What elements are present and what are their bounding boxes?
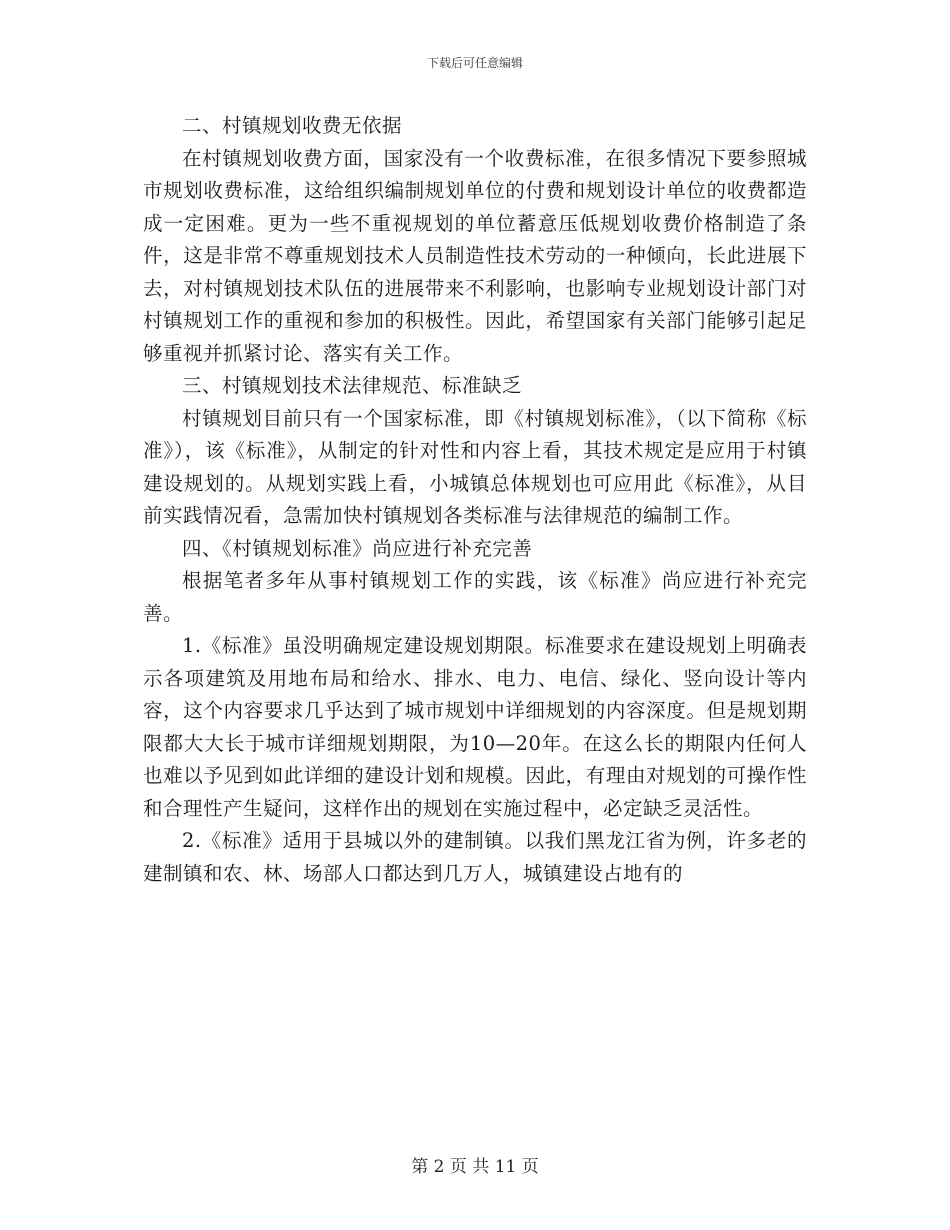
paragraph: 2.《标准》适用于县城以外的建制镇。以我们黑龙江省为例，许多老的建制镇和农、林、场部人口都达到几万人，城镇建设占地有的 [143,829,807,885]
section-heading: 三、村镇规划技术法律规范、标准缺乏 [182,374,523,397]
section-heading: 二、村镇规划收费无依据 [182,114,403,137]
document-body [143,110,807,890]
page-header: 下载后可任意编辑 [426,56,523,70]
page-footer: 第 2 页 共 11 页 [411,1157,539,1177]
paragraph: 村镇规划目前只有一个国家标准，即《村镇规划标准》，（以下简称《标准》），该《标准》，从制定的针对性和内容上看，其技术规定是应用于村镇建设规划的。从规划实践上看，小城镇总体规划也可应用此《标准》，从目前实践情况看，急需加快村镇规划各类标准与法律规范的编制工作。 [143,406,807,527]
paragraph: 根据笔者多年从事村镇规划工作的实践，该《标准》尚应进行补充完善。 [143,569,807,625]
section-heading: 四、《村镇规划标准》尚应进行补充完善 [182,536,533,560]
paragraph: 在村镇规划收费方面，国家没有一个收费标准，在很多情况下要参照城市规划收费标准，这给组织编制规划单位的付费和规划设计单位的收费都造成一定困难。更为一些不重视规划的单位蓄意压低规划收费价格制造了条件，这是非常不尊重规划技术人员制造性技术劳动的一种倾向，长此进展下去，对村镇规划技术队伍的进展带来不利影响，也影响专业规划设计部门对村镇规划工作的重视和参加的积极性。因此，希望国家有关部门能够引起足够重视并抓紧讨论、落实有关工作。 [143,146,807,365]
paragraph: 1.《标准》虽没明确规定建设规划期限。标准要求在建设规划上明确表示各项建筑及用地布局和给水、排水、电力、电信、绿化、竖向设计等内容，这个内容要求几乎达到了城市规划中详细规划的内容深度。但是规划期限都大大长于城市详细规划期限，为10—20年。在这么长的期限内任何人也难以予见到如此详细的建设计划和规模。因此，有理由对规划的可操作性和合理性产生疑问，这样作出的规划在实施过程中，必定缺乏灵活性。 [143,634,807,820]
